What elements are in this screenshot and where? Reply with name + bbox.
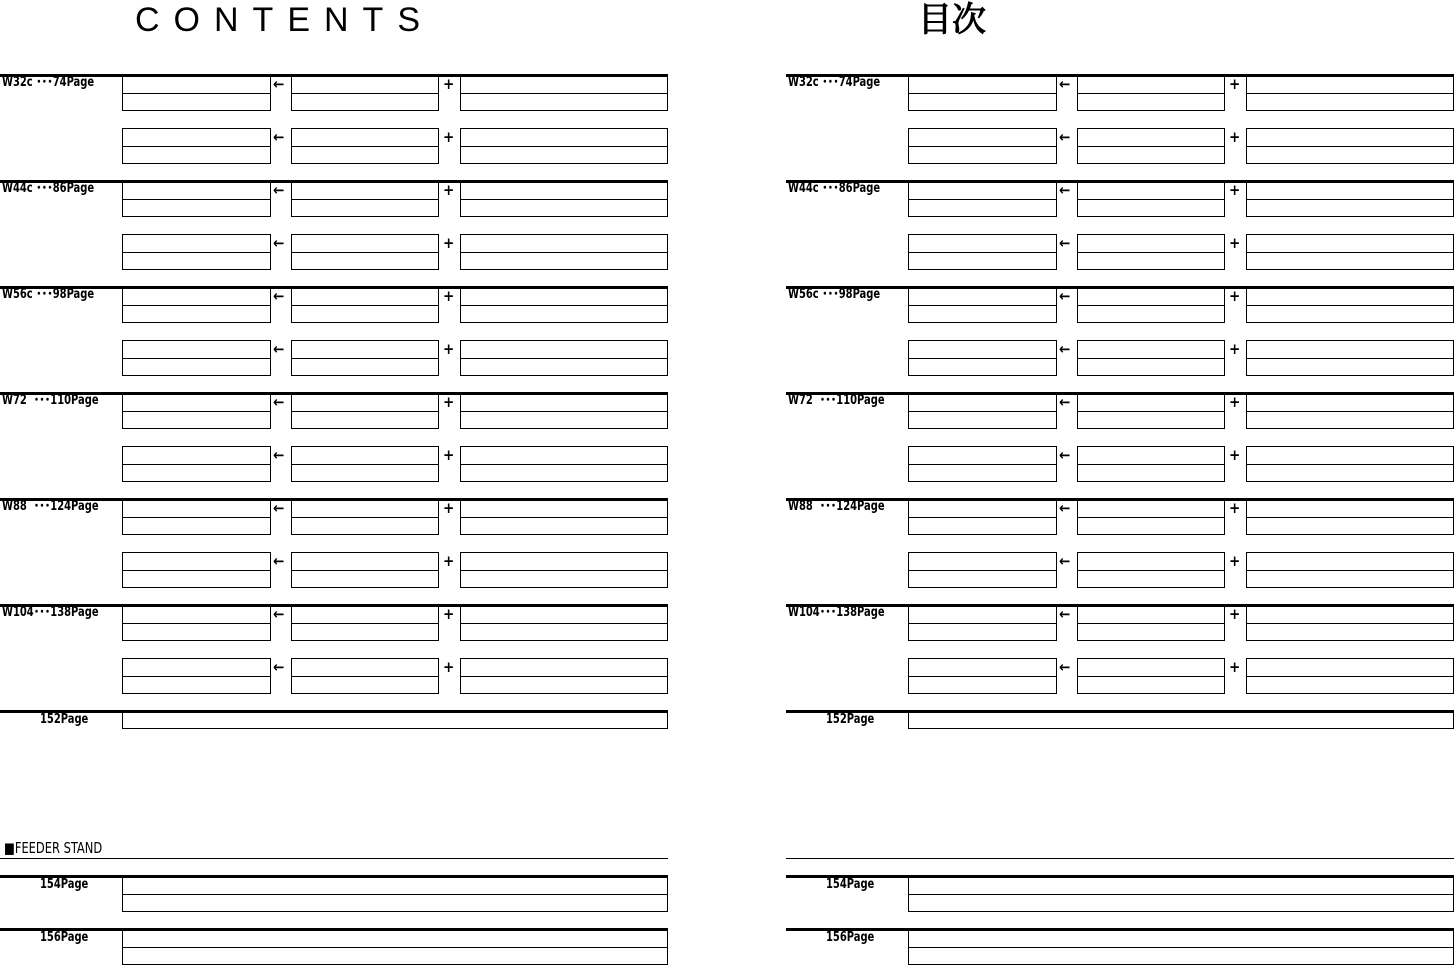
plus-icon: + xyxy=(1229,658,1241,676)
plus-icon: + xyxy=(443,287,455,305)
row-divider xyxy=(1247,305,1453,306)
row-divider xyxy=(1078,93,1224,94)
plus-icon: + xyxy=(443,181,455,199)
page-label: 156Page xyxy=(40,930,89,945)
right-entry-box[interactable] xyxy=(1077,181,1225,217)
plus-icon: + xyxy=(443,340,455,358)
arrow-left-icon: ← xyxy=(1059,340,1071,358)
row-divider xyxy=(1247,676,1453,677)
right-entry-box[interactable] xyxy=(1077,287,1225,323)
right-entry-box[interactable] xyxy=(908,287,1057,323)
plus-icon: + xyxy=(1229,552,1241,570)
page-label: 154Page xyxy=(40,877,89,892)
left-entry-box[interactable] xyxy=(291,658,439,694)
row-divider xyxy=(909,676,1056,677)
right-entry-box[interactable] xyxy=(1077,499,1225,535)
section-label: W32c ･･･74Page xyxy=(2,75,95,90)
left-entry-box[interactable] xyxy=(122,499,271,535)
plus-icon: + xyxy=(1229,181,1241,199)
plus-icon: + xyxy=(443,552,455,570)
right-entry-box[interactable] xyxy=(1077,393,1225,429)
row-divider xyxy=(123,894,667,895)
plus-icon: + xyxy=(443,128,455,146)
arrow-left-icon: ← xyxy=(273,340,285,358)
right-feeder-box[interactable] xyxy=(908,929,1454,965)
left-entry-box[interactable] xyxy=(291,499,439,535)
row-divider xyxy=(1247,93,1453,94)
left-entry-box[interactable] xyxy=(460,446,668,482)
row-divider xyxy=(292,252,438,253)
left-entry-box[interactable] xyxy=(460,340,668,376)
plus-icon: + xyxy=(443,393,455,411)
plus-icon: + xyxy=(1229,605,1241,623)
plus-icon: + xyxy=(1229,287,1241,305)
row-divider xyxy=(1078,570,1224,571)
right-entry-box[interactable] xyxy=(908,658,1057,694)
header-rule xyxy=(0,858,668,859)
left-entry-box[interactable] xyxy=(291,75,439,111)
row-divider xyxy=(1078,252,1224,253)
arrow-left-icon: ← xyxy=(1059,128,1071,146)
left-entry-box[interactable] xyxy=(122,181,271,217)
right-entry-box[interactable] xyxy=(1246,128,1454,164)
plus-icon: + xyxy=(1229,499,1241,517)
arrow-left-icon: ← xyxy=(273,181,285,199)
right-entry-box[interactable] xyxy=(1077,128,1225,164)
page-label: 156Page xyxy=(826,930,875,945)
row-divider xyxy=(461,252,667,253)
right-entry-box[interactable] xyxy=(1246,552,1454,588)
row-divider xyxy=(1247,517,1453,518)
row-divider xyxy=(292,93,438,94)
row-divider xyxy=(1078,146,1224,147)
right-entry-box[interactable] xyxy=(1077,340,1225,376)
left-entry-box[interactable] xyxy=(460,287,668,323)
right-entry-box[interactable] xyxy=(1246,446,1454,482)
right-entry-box[interactable] xyxy=(1246,75,1454,111)
left-entry-box[interactable] xyxy=(460,181,668,217)
right-entry-box[interactable] xyxy=(908,181,1057,217)
row-divider xyxy=(1247,570,1453,571)
plus-icon: + xyxy=(443,605,455,623)
left-entry-box[interactable] xyxy=(291,181,439,217)
row-divider xyxy=(461,146,667,147)
arrow-left-icon: ← xyxy=(1059,499,1071,517)
header-rule xyxy=(786,858,1454,859)
row-divider xyxy=(292,517,438,518)
row-divider xyxy=(461,93,667,94)
left-entry-box[interactable] xyxy=(291,287,439,323)
right-entry-box[interactable] xyxy=(1246,499,1454,535)
arrow-left-icon: ← xyxy=(273,75,285,93)
left-entry-box[interactable] xyxy=(291,393,439,429)
row-divider xyxy=(123,305,270,306)
left-entry-box[interactable] xyxy=(291,340,439,376)
right-entry-box[interactable] xyxy=(1246,234,1454,270)
arrow-left-icon: ← xyxy=(273,287,285,305)
row-divider xyxy=(123,947,667,948)
plus-icon: + xyxy=(443,499,455,517)
left-entry-box[interactable] xyxy=(122,234,271,270)
section-label: W44c ･･･86Page xyxy=(2,181,95,196)
plus-icon: + xyxy=(443,658,455,676)
right-entry-box[interactable] xyxy=(908,446,1057,482)
left-entry-box[interactable] xyxy=(460,128,668,164)
right-entry-box[interactable] xyxy=(1077,446,1225,482)
row-divider xyxy=(461,358,667,359)
right-entry-box[interactable] xyxy=(1077,75,1225,111)
row-divider xyxy=(292,146,438,147)
row-divider xyxy=(123,411,270,412)
right-entry-box[interactable] xyxy=(908,234,1057,270)
row-divider xyxy=(461,517,667,518)
plus-icon: + xyxy=(1229,128,1241,146)
row-divider xyxy=(123,358,270,359)
row-divider xyxy=(1247,623,1453,624)
left-entry-box[interactable] xyxy=(460,658,668,694)
section-label: W56c ･･･98Page xyxy=(2,287,95,302)
row-divider xyxy=(1078,305,1224,306)
arrow-left-icon: ← xyxy=(273,393,285,411)
left-entry-box[interactable] xyxy=(122,287,271,323)
row-divider xyxy=(1247,146,1453,147)
plus-icon: + xyxy=(443,234,455,252)
right-entry-box[interactable] xyxy=(908,340,1057,376)
right-entry-box[interactable] xyxy=(1077,234,1225,270)
right-entry-box[interactable] xyxy=(908,499,1057,535)
row-divider xyxy=(123,676,270,677)
row-divider xyxy=(123,623,270,624)
plus-icon: + xyxy=(1229,75,1241,93)
row-divider xyxy=(909,464,1056,465)
row-divider xyxy=(1078,517,1224,518)
arrow-left-icon: ← xyxy=(273,128,285,146)
row-divider xyxy=(1078,464,1224,465)
title-mokuji: 目次 xyxy=(918,0,986,40)
section-label: W56c ･･･98Page xyxy=(788,287,881,302)
right-entry-box[interactable] xyxy=(908,605,1057,641)
page-label: 154Page xyxy=(826,877,875,892)
arrow-left-icon: ← xyxy=(1059,181,1071,199)
row-divider xyxy=(292,464,438,465)
left-entry-box[interactable] xyxy=(122,552,271,588)
left-entry-box[interactable] xyxy=(291,234,439,270)
row-divider xyxy=(461,199,667,200)
row-divider xyxy=(909,199,1056,200)
row-divider xyxy=(909,894,1453,895)
row-divider xyxy=(909,252,1056,253)
row-divider xyxy=(461,623,667,624)
left-entry-box[interactable] xyxy=(122,340,271,376)
section-label: W72 ･･･110Page xyxy=(788,393,885,408)
row-divider xyxy=(123,252,270,253)
row-divider xyxy=(1078,676,1224,677)
row-divider xyxy=(292,358,438,359)
feeder-stand-header: ■FEEDER STAND xyxy=(4,839,103,857)
left-entry-box[interactable] xyxy=(122,75,271,111)
arrow-left-icon: ← xyxy=(273,658,285,676)
plus-icon: + xyxy=(443,75,455,93)
section-label: W104･･･138Page xyxy=(2,605,99,620)
row-divider xyxy=(1078,411,1224,412)
row-divider xyxy=(461,570,667,571)
arrow-left-icon: ← xyxy=(1059,234,1071,252)
arrow-left-icon: ← xyxy=(1059,446,1071,464)
left-entry-box[interactable] xyxy=(460,75,668,111)
left-entry-box[interactable] xyxy=(460,552,668,588)
right-entry-box[interactable] xyxy=(1077,605,1225,641)
arrow-left-icon: ← xyxy=(273,446,285,464)
row-divider xyxy=(461,676,667,677)
left-entry-box[interactable] xyxy=(122,605,271,641)
left-entry-box[interactable] xyxy=(122,446,271,482)
title-contents: CONTENTS xyxy=(135,1,434,39)
row-divider xyxy=(292,623,438,624)
row-divider xyxy=(292,676,438,677)
left-entry-box[interactable] xyxy=(122,128,271,164)
arrow-left-icon: ← xyxy=(273,499,285,517)
row-divider xyxy=(1247,199,1453,200)
page-label: 152Page xyxy=(826,712,875,727)
section-label: W44c ･･･86Page xyxy=(788,181,881,196)
row-divider xyxy=(1247,358,1453,359)
plus-icon: + xyxy=(443,446,455,464)
arrow-left-icon: ← xyxy=(273,234,285,252)
section-label: W72 ･･･110Page xyxy=(2,393,99,408)
row-divider xyxy=(461,464,667,465)
section-label: W104･･･138Page xyxy=(788,605,885,620)
section-label: W32c ･･･74Page xyxy=(788,75,881,90)
arrow-left-icon: ← xyxy=(1059,605,1071,623)
row-divider xyxy=(123,517,270,518)
single-entry-box[interactable] xyxy=(122,711,668,729)
right-entry-box[interactable] xyxy=(908,552,1057,588)
right-entry-box[interactable] xyxy=(1246,340,1454,376)
page-label: 152Page xyxy=(40,712,89,727)
row-divider xyxy=(909,305,1056,306)
left-entry-box[interactable] xyxy=(291,552,439,588)
row-divider xyxy=(1247,252,1453,253)
left-entry-box[interactable] xyxy=(460,393,668,429)
right-entry-box[interactable] xyxy=(908,75,1057,111)
left-entry-box[interactable] xyxy=(291,605,439,641)
row-divider xyxy=(123,93,270,94)
left-entry-box[interactable] xyxy=(460,499,668,535)
row-divider xyxy=(292,411,438,412)
plus-icon: + xyxy=(1229,393,1241,411)
arrow-left-icon: ← xyxy=(1059,287,1071,305)
left-entry-box[interactable] xyxy=(291,128,439,164)
single-entry-box[interactable] xyxy=(908,711,1454,729)
row-divider xyxy=(123,146,270,147)
arrow-left-icon: ← xyxy=(1059,393,1071,411)
row-divider xyxy=(909,411,1056,412)
row-divider xyxy=(292,570,438,571)
right-entry-box[interactable] xyxy=(1246,658,1454,694)
row-divider xyxy=(909,517,1056,518)
plus-icon: + xyxy=(1229,234,1241,252)
arrow-left-icon: ← xyxy=(273,552,285,570)
section-label: W88 ･･･124Page xyxy=(2,499,99,514)
right-entry-box[interactable] xyxy=(1246,393,1454,429)
arrow-left-icon: ← xyxy=(1059,658,1071,676)
row-divider xyxy=(909,93,1056,94)
left-entry-box[interactable] xyxy=(460,234,668,270)
section-label: W88 ･･･124Page xyxy=(788,499,885,514)
right-entry-box[interactable] xyxy=(1246,605,1454,641)
arrow-left-icon: ← xyxy=(1059,552,1071,570)
row-divider xyxy=(1078,623,1224,624)
row-divider xyxy=(461,305,667,306)
row-divider xyxy=(292,199,438,200)
left-feeder-box[interactable] xyxy=(122,929,668,965)
left-entry-box[interactable] xyxy=(122,393,271,429)
row-divider xyxy=(909,358,1056,359)
right-entry-box[interactable] xyxy=(908,128,1057,164)
row-divider xyxy=(292,305,438,306)
right-entry-box[interactable] xyxy=(1246,181,1454,217)
row-divider xyxy=(123,199,270,200)
row-divider xyxy=(909,947,1453,948)
left-entry-box[interactable] xyxy=(460,605,668,641)
left-entry-box[interactable] xyxy=(291,446,439,482)
right-entry-box[interactable] xyxy=(908,393,1057,429)
row-divider xyxy=(1247,411,1453,412)
right-feeder-box[interactable] xyxy=(908,876,1454,912)
row-divider xyxy=(1247,464,1453,465)
plus-icon: + xyxy=(1229,446,1241,464)
row-divider xyxy=(1078,358,1224,359)
row-divider xyxy=(909,146,1056,147)
right-entry-box[interactable] xyxy=(1077,658,1225,694)
left-feeder-box[interactable] xyxy=(122,876,668,912)
row-divider xyxy=(461,411,667,412)
row-divider xyxy=(909,623,1056,624)
left-entry-box[interactable] xyxy=(122,658,271,694)
row-divider xyxy=(123,464,270,465)
arrow-left-icon: ← xyxy=(273,605,285,623)
arrow-left-icon: ← xyxy=(1059,75,1071,93)
row-divider xyxy=(123,570,270,571)
right-entry-box[interactable] xyxy=(1246,287,1454,323)
row-divider xyxy=(1078,199,1224,200)
right-entry-box[interactable] xyxy=(1077,552,1225,588)
row-divider xyxy=(909,570,1056,571)
plus-icon: + xyxy=(1229,340,1241,358)
